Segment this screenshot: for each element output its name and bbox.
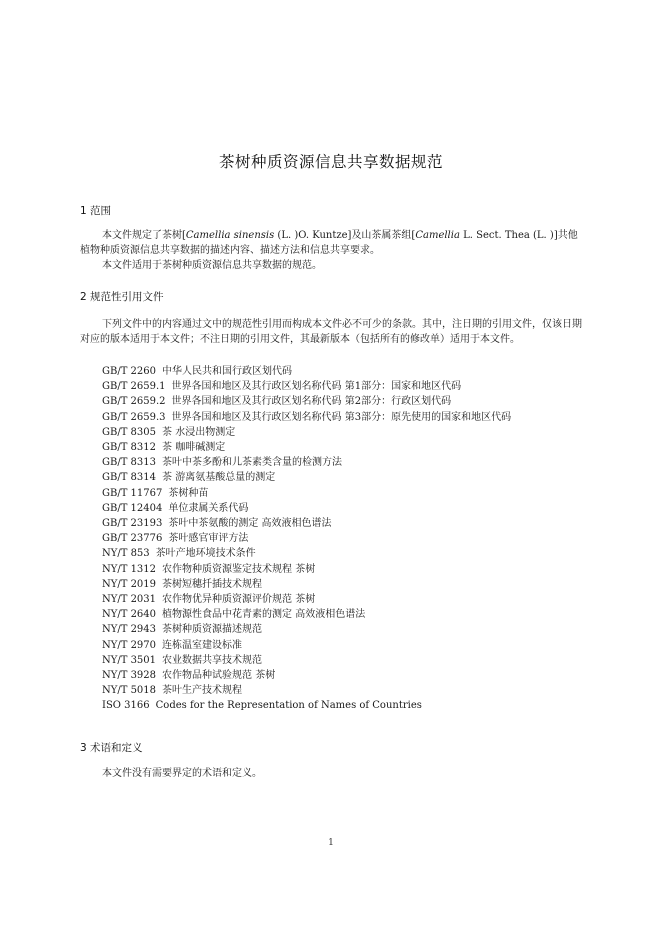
terms-paragraph-1: 本文件没有需要界定的术语和定义。 [102,768,262,779]
reference-item [102,394,592,409]
reference-title: 世界各国和地区及其行政区划名称代码 第1部分：国家和地区代码 [171,381,462,393]
reference-code: GB/T 8313 [102,457,157,469]
reference-title: 连栋温室建设标准 [162,639,243,651]
reference-item [102,668,592,683]
reference-title: 茶树短穗扦插技术规程 [162,578,263,590]
reference-code: GB/T 2659.2 [102,396,166,408]
reference-item [102,683,592,698]
reference-title: 单位隶属关系代码 [168,502,249,514]
reference-code: GB/T 12404 [102,502,163,514]
reference-code: NY/T 5018 [102,685,157,697]
reference-code: NY/T 3501 [102,654,157,666]
reference-item [102,455,592,470]
reference-item [102,486,592,501]
reference-item [102,698,592,713]
scope-p1-latin-genus: Camellia [415,230,460,241]
scope-paragraph-2: 本文件适用于茶树种质资源信息共享数据的规范。 [102,260,322,272]
reference-code: GB/T 2659.1 [102,381,166,393]
reference-title: 农作物品种试验规范 茶树 [162,670,276,682]
scope-paragraph-1 [80,228,584,258]
reference-code: NY/T 2019 [102,578,157,590]
section-heading-normative-references: 2 规范性引用文件 [80,291,164,303]
reference-code: GB/T 23776 [102,533,163,545]
reference-title: 茶叶感官审评方法 [168,533,249,545]
scope-p1-text-b: (L. )O. Kuntze]及山茶属茶组[ [274,230,416,241]
reference-code: NY/T 853 [102,548,150,560]
scope-body [80,228,584,274]
reference-title: 茶叶产地环境技术条件 [155,548,256,560]
reference-code: GB/T 2659.3 [102,411,166,423]
reference-code: GB/T 2260 [102,366,157,377]
reference-code: GB/T 8314 [102,472,157,484]
reference-title: 农作物种质资源鉴定技术规程 茶树 [162,563,316,575]
reference-title: 茶叶中茶氨酸的测定 高效液相色谱法 [168,518,332,530]
reference-code: NY/T 2943 [102,624,157,636]
reference-item [102,516,592,531]
reference-item [102,577,592,592]
reference-item [102,592,592,607]
reference-code: GB/T 8305 [102,426,157,438]
scope-p1-text-c: L. Sect. Thea (L. )]共他植物种质资源信息共享数据的描述内容、描述方法和信息共享要求。 [80,230,578,257]
reference-title: 中华人民共和国行政区划代码 [162,366,293,377]
reference-item [102,410,592,425]
reference-code: NY/T 1312 [102,563,157,575]
reference-title: 植物源性食品中花青素的测定 高效液相色谱法 [162,609,366,621]
reference-title: 茶 游离氨基酸总量的测定 [162,472,276,484]
reference-title: 茶 水浸出物测定 [162,426,236,438]
reference-title: 茶树种质资源描述规范 [162,624,263,636]
reference-title: 茶叶中茶多酚和儿茶素类含量的检测方法 [162,457,343,469]
reference-code: ISO 3166 [102,700,150,712]
reference-title: 茶 咖啡碱测定 [162,442,226,454]
reference-list [102,364,592,714]
reference-item [102,638,592,653]
scope-p1-text-a: 本文件规定了茶树[ [102,230,186,241]
reference-item [102,546,592,561]
reference-title: 世界各国和地区及其行政区划名称代码 第2部分：行政区划代码 [171,396,452,408]
reference-code: GB/T 23193 [102,518,163,530]
reference-code: GB/T 11767 [102,487,163,499]
reference-item [102,607,592,622]
section-heading-terms-definitions: 3 术语和定义 [80,742,143,754]
reference-code: NY/T 2970 [102,639,157,651]
normative-references-intro-paragraph: 下列文件中的内容通过文中的规范性引用而构成本文件必不可少的条款。其中，注日期的引用文件，仅该日期对应的版本适用于本文件；不注日期的引用文件，其最新版本（包括所有的修改单）适用于本文件。 [80,319,582,346]
reference-item [102,440,592,455]
normative-references-intro [80,317,584,347]
document-title: 茶树种质资源信息共享数据规范 [218,153,443,171]
reference-item [102,653,592,668]
reference-code: NY/T 2031 [102,594,157,606]
reference-code: NY/T 3928 [102,670,157,682]
reference-title: 茶叶生产技术规程 [162,685,243,697]
reference-item [102,531,592,546]
reference-title: 茶树种苗 [168,487,209,499]
reference-title: 农作物优异种质资源评价规范 茶树 [162,594,316,606]
reference-item [102,425,592,440]
terms-body [80,766,584,781]
reference-code: NY/T 2640 [102,609,157,621]
reference-item [102,364,592,379]
reference-title: 农业数据共享技术规范 [162,654,263,666]
reference-item [102,501,592,516]
section-heading-scope: 1 范围 [80,205,112,217]
page-number: 1 [328,838,334,848]
reference-item [102,562,592,577]
scope-p1-latin-species: Camellia sinensis [185,230,275,241]
reference-title: Codes for the Representation of Names of Countries [155,700,422,712]
reference-item [102,470,592,485]
reference-item [102,622,592,637]
reference-title: 世界各国和地区及其行政区划名称代码 第3部分：原先使用的国家和地区代码 [171,411,512,423]
reference-item [102,379,592,394]
reference-code: GB/T 8312 [102,442,157,454]
